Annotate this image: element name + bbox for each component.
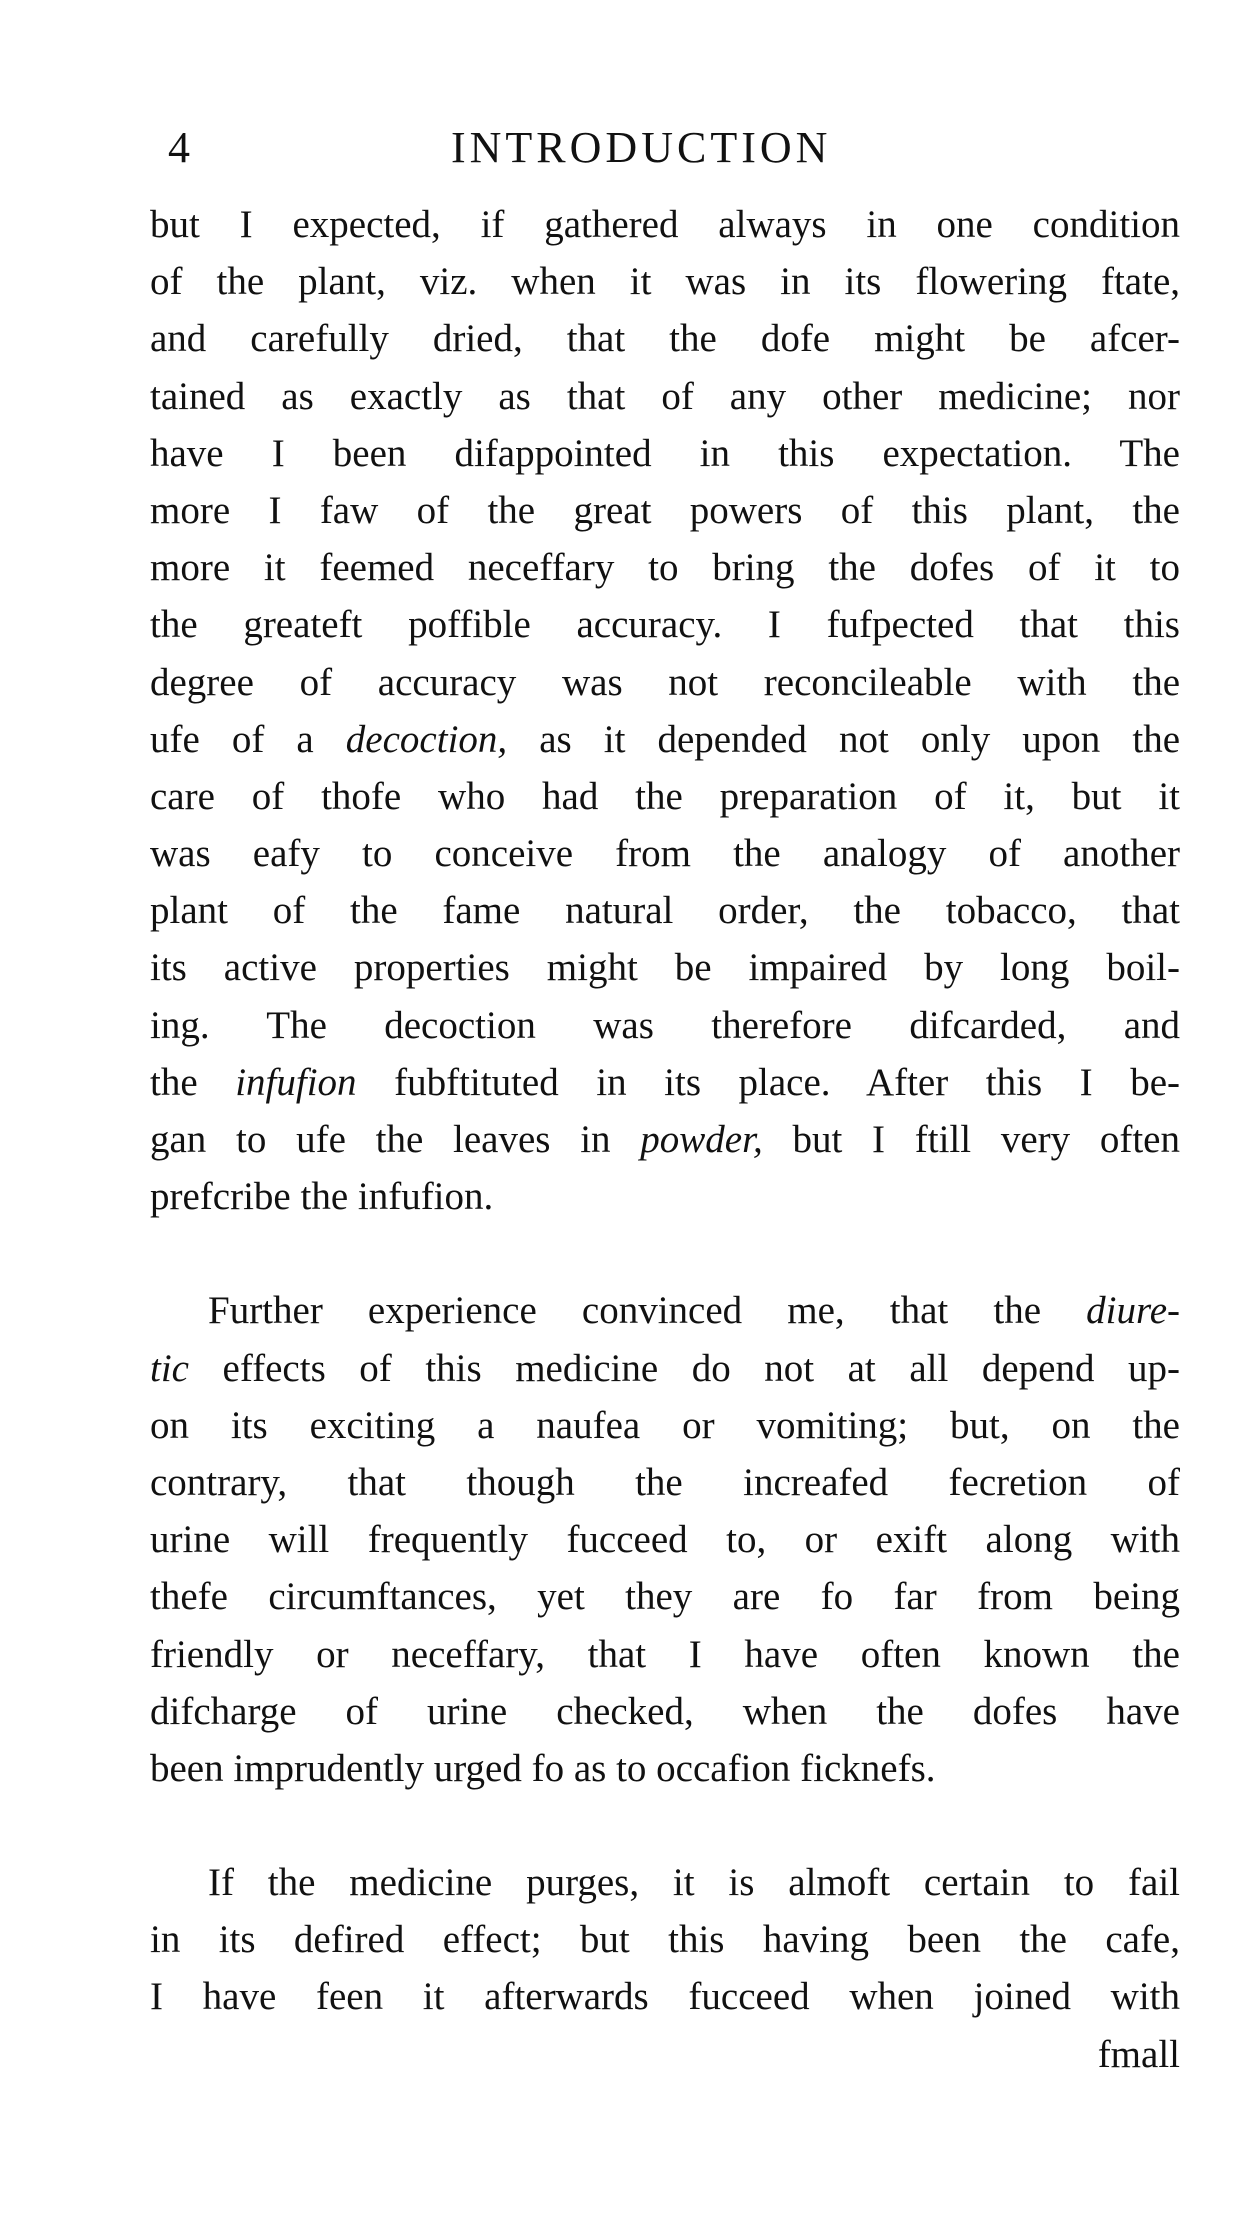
text-line: care of thofe who had the preparation of it, but it (150, 774, 1180, 818)
text-line: tic effects of this medicine do not at all depend up- (150, 1346, 1180, 1390)
text-line: degree of accuracy was not reconcileable with the (150, 660, 1180, 704)
text-line: ufe of a decoction, as it depended not only upon the (150, 717, 1180, 761)
text-line: been imprudently urged fo as to occafion ficknefs. (150, 1746, 936, 1790)
text-line: contrary, that though the increafed fecretion of (150, 1460, 1180, 1504)
text-line: If the medicine purges, it is almoft certain to fail (208, 1861, 1180, 1905)
italic-term: infufion (235, 1060, 357, 1104)
body-text (150, 196, 1180, 2083)
italic-term: diure- (1086, 1289, 1180, 1333)
text-line: in its defired effect; but this having been the cafe, (150, 1918, 1180, 1962)
text-line: was eafy to conceive from the analogy of another (150, 832, 1180, 876)
text-line: tained as exactly as that of any other medicine; nor (150, 374, 1180, 418)
text-line: its active properties might be impaired by long boil- (150, 946, 1180, 990)
running-head: INTRODUCTION (451, 123, 832, 172)
text-line: more I faw of the great powers of this plant, the (150, 488, 1180, 532)
page-header (168, 118, 1168, 178)
text-line: I have feen it afterwards fucceed when joined with (150, 1975, 1180, 2019)
text-line: urine will frequently fucceed to, or exift along with (150, 1518, 1180, 1562)
paragraph-1 (150, 196, 1180, 1225)
text-line: the greateft poffible accuracy. I fufpected that this (150, 603, 1180, 647)
paragraph-3 (150, 1854, 1180, 2083)
italic-term: powder, (640, 1118, 763, 1161)
page-number: 4 (168, 123, 190, 172)
text-line: plant of the fame natural order, the tobacco, that (150, 889, 1180, 933)
text-line: prefcribe the infufion. (150, 1175, 494, 1219)
text-line: and carefully dried, that the dofe might be afcer- (150, 317, 1180, 361)
text-line: of the plant, viz. when it was in its flowering ftate, (150, 260, 1180, 304)
italic-term: tic (150, 1346, 189, 1390)
text-line: Further experience convinced me, that the diure- (208, 1289, 1180, 1333)
text-line: on its exciting a naufea or vomiting; but, on the (150, 1403, 1180, 1447)
text-line: have I been difappointed in this expectation. The (150, 431, 1180, 475)
italic-term: decoction, (345, 717, 508, 761)
text-line: the infufion fubftituted in its place. After this I be- (150, 1060, 1180, 1104)
text-line: but I expected, if gathered always in one condition (150, 203, 1180, 246)
text-line: ing. The decoction was therefore difcarded, and (150, 1003, 1180, 1047)
catchword: fmall (1097, 2032, 1180, 2076)
paragraph-2 (150, 1282, 1180, 1797)
text-line: difcharge of urine checked, when the dofes have (150, 1689, 1180, 1733)
text-line: thefe circumftances, yet they are fo far from being (150, 1575, 1180, 1619)
text-line: gan to ufe the leaves in powder, but I ftill very often (150, 1118, 1180, 1161)
text-line: friendly or neceffary, that I have often known the (150, 1632, 1180, 1676)
text-line: more it feemed neceffary to bring the dofes of it to (150, 546, 1180, 590)
